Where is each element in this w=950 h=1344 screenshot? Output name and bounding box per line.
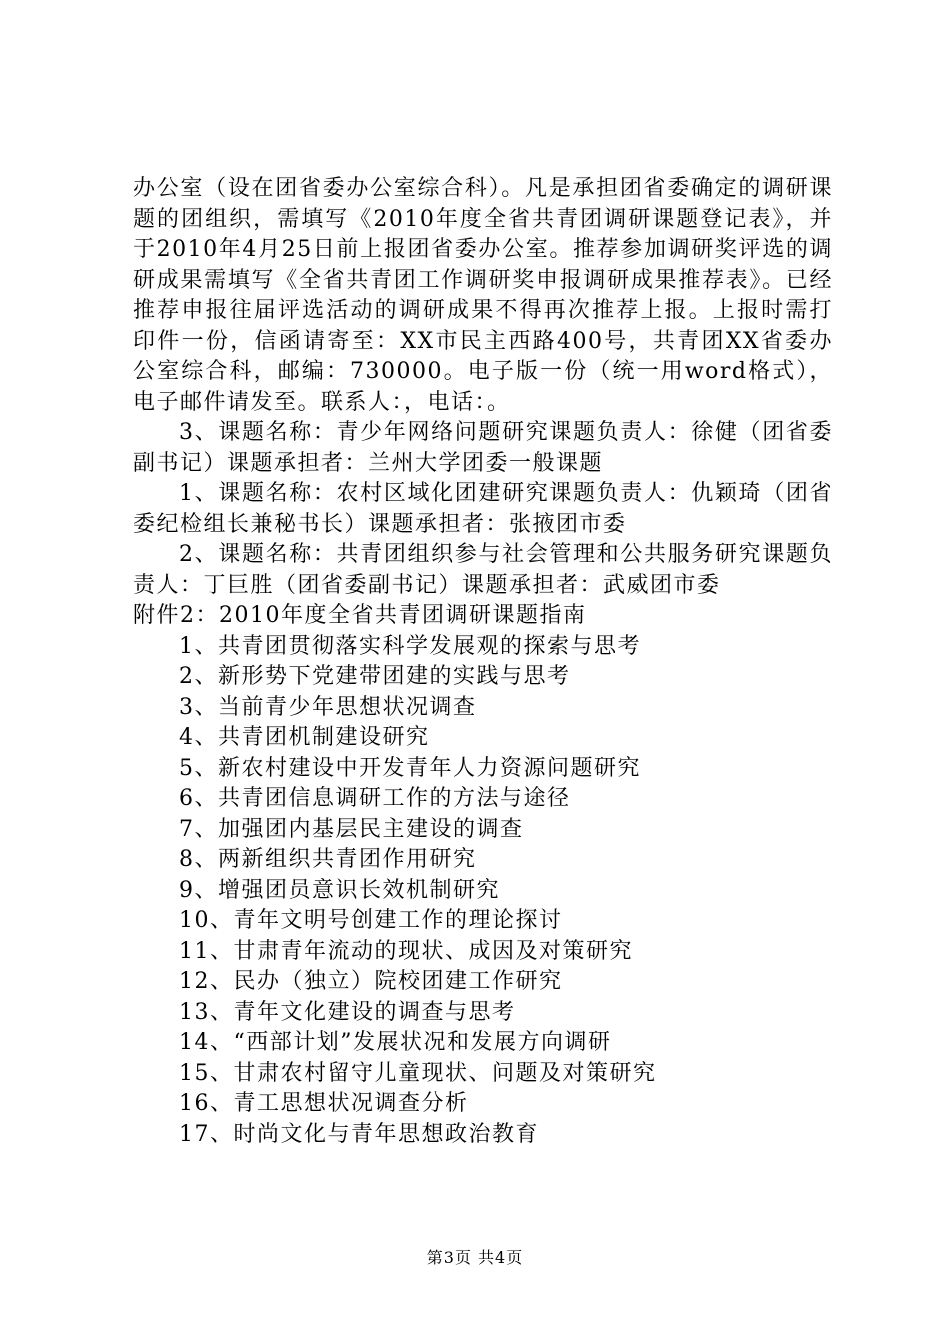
document-body xyxy=(133,174,833,1150)
list-item: 7、加强团内基层民主建设的调查 xyxy=(179,816,524,842)
appendix-title: 附件2：2010年度全省共青团调研课题指南 xyxy=(133,603,587,628)
topic-paragraph-2: 2、课题名称：共青团组织参与社会管理和公共服务研究课题负责人：丁巨胜（团省委副书记）课题承担者：武威团市委 xyxy=(133,542,833,598)
list-item: 3、当前青少年思想状况调查 xyxy=(179,694,477,720)
list-item: 10、青年文明号创建工作的理论探讨 xyxy=(179,908,563,933)
list-item: 17、时尚文化与青年思想政治教育 xyxy=(179,1121,539,1147)
list-item: 6、共青团信息调研工作的方法与途径 xyxy=(179,786,571,811)
list-item: 5、新农村建设中开发青年人力资源问题研究 xyxy=(179,755,641,781)
topic-paragraph-3: 3、课题名称：青少年网络问题研究课题负责人：徐健（团省委副书记）课题承担者：兰州大学团委一般课题 xyxy=(133,420,833,476)
list-item: 15、甘肃农村留守儿童现状、问题及对策研究 xyxy=(179,1060,657,1086)
list-item: 11、甘肃青年流动的现状、成因及对策研究 xyxy=(179,938,633,964)
list-item: 13、青年文化建设的调查与思考 xyxy=(179,999,516,1025)
list-item: 9、增强团员意识长效机制研究 xyxy=(179,877,500,903)
list-item: 14、“西部计划”发展状况和发展方向调研 xyxy=(179,1030,612,1055)
list-item: 8、两新组织共青团作用研究 xyxy=(179,847,477,872)
topic-guide-list xyxy=(133,632,833,1151)
list-item: 16、青工思想状况调查分析 xyxy=(179,1091,469,1116)
page-footer: 第3页 共4页 xyxy=(426,1248,524,1267)
list-item: 12、民办（独立）院校团建工作研究 xyxy=(179,969,563,994)
list-item: 1、共青团贯彻落实科学发展观的探索与思考 xyxy=(179,633,641,659)
intro-paragraph: 办公室（设在团省委办公室综合科）。凡是承担团省委确定的调研课题的团组织，需填写《2010年度全省共青团调研课题登记表》，并于2010年4月25日前上报团省委办公室。推荐参加调研奖评选的调研成果需填写《全省共青团工作调研奖申报调研成果推荐表》。已经推荐申报往届评选活动的调研成果不得再次推荐上报。上报时需打印件一份，信函请寄至：XX市民主西路400号，共青团XX省委办公室综合科，邮编：730000。电子版一份（统一用word格式），电子邮件请发至。联系人：，电话：。 xyxy=(133,176,833,415)
list-item: 4、共青团机制建设研究 xyxy=(179,725,430,750)
topic-paragraph-1: 1、课题名称：农村区域化团建研究课题负责人：仇颖琦（团省委纪检组长兼秘书长）课题承担者：张掖团市委 xyxy=(133,481,833,537)
list-item: 2、新形势下党建带团建的实践与思考 xyxy=(179,664,571,689)
